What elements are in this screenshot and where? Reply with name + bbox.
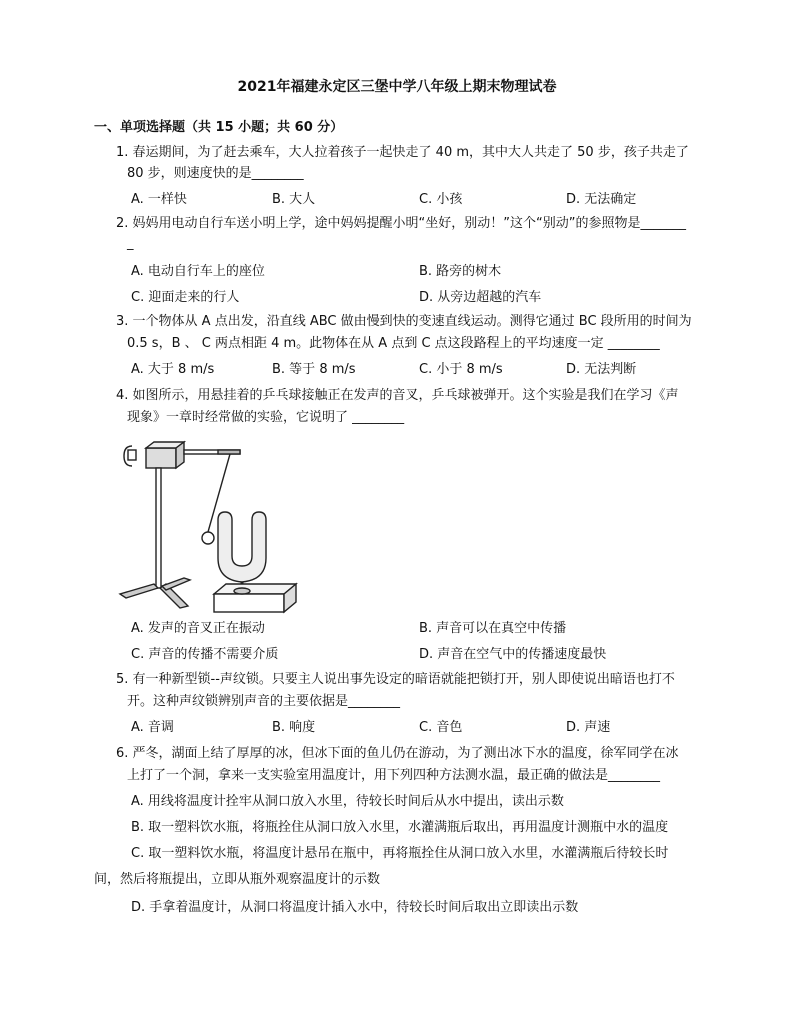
question-6-line-1: 6. 严冬，湖面上结了厚厚的冰，但冰下面的鱼儿仍在游动，为了测出冰下水的温度，徐军同学在冰: [116, 746, 679, 761]
question-1-option-c: C. 小孩: [419, 192, 463, 207]
question-6-option-b: B. 取一塑料饮水瓶，将瓶拴住从洞口放入水里，水灌满瓶后取出，再用温度计测瓶中水的温度: [131, 820, 669, 835]
question-6-option-c: C. 取一塑料饮水瓶，将温度计悬吊在瓶中，再将瓶拴住从洞口放入水里，水灌满瓶后待较长时: [131, 846, 669, 861]
question-5-line-1: 5. 有一种新型锁--声纹锁。只要主人说出事先设定的暗语就能把锁打开，别人即使说出暗语也打不: [116, 672, 675, 687]
question-3-line-2: 0.5 s，B 、 C 两点相距 4 m。此物体在从 A 点到 C 点这段路程上的平均速度一定 ________: [127, 336, 660, 351]
question-2-option-d: D. 从旁边超越的汽车: [419, 290, 542, 305]
question-1-option-a: A. 一样快: [131, 192, 187, 207]
question-3-option-c: C. 小于 8 m/s: [419, 362, 503, 377]
question-4-option-a: A. 发声的音叉正在振动: [131, 621, 265, 636]
question-2-option-a: A. 电动自行车上的座位: [131, 264, 265, 279]
question-3-line-1: 3. 一个物体从 A 点出发，沿直线 ABC 做由慢到快的变速直线运动。测得它通过 BC 段所用的时间为: [116, 314, 692, 329]
question-4-option-d: D. 声音在空气中的传播速度最快: [419, 647, 607, 662]
tuning-fork-figure: [118, 428, 398, 618]
paper-title: 2021年福建永定区三堡中学八年级上期末物理试卷: [237, 79, 557, 95]
question-5-option-b: B. 响度: [272, 720, 316, 735]
question-3-option-b: B. 等于 8 m/s: [272, 362, 356, 377]
question-1-option-b: B. 大人: [272, 192, 316, 207]
question-5-line-2: 开。这种声纹锁辨别声音的主要依据是________: [127, 694, 401, 709]
question-6-option-d: D. 手拿着温度计，从洞口将温度计插入水中，待较长时间后取出立即读出示数: [131, 900, 579, 915]
question-1-line-2: 80 步，则速度快的是________: [127, 166, 304, 181]
question-6-option-c-continued: 间，然后将瓶提出，立即从瓶外观察温度计的示数: [94, 872, 381, 887]
question-2-line-2: _: [127, 236, 134, 251]
question-4-option-c: C. 声音的传播不需要介质: [131, 647, 279, 662]
question-1-line-1: 1. 春运期间，为了赶去乘车，大人拉着孩子一起快走了 40 m，其中大人共走了 50 步，孩子共走了: [116, 145, 689, 160]
question-3-option-d: D. 无法判断: [566, 362, 637, 377]
question-5-option-d: D. 声速: [566, 720, 611, 735]
question-5-option-c: C. 音色: [419, 720, 463, 735]
question-4-line-2: 现象》一章时经常做的实验，它说明了 ________: [127, 410, 405, 425]
question-1-option-d: D. 无法确定: [566, 192, 637, 207]
question-6-option-a: A. 用线将温度计拴牢从洞口放入水里，待较长时间后从水中提出，读出示数: [131, 794, 564, 809]
question-2-option-b: B. 路旁的树木: [419, 264, 502, 279]
question-6-line-2: 上打了一个洞，拿来一支实验室用温度计，用下列四种方法测水温，最正确的做法是________: [127, 768, 661, 783]
question-3-option-a: A. 大于 8 m/s: [131, 362, 215, 377]
question-2-option-c: C. 迎面走来的行人: [131, 290, 240, 305]
question-4-option-b: B. 声音可以在真空中传播: [419, 621, 567, 636]
question-4-line-1: 4. 如图所示，用悬挂着的乒乓球接触正在发声的音叉，乒乓球被弹开。这个实验是我们在学习《声: [116, 388, 679, 403]
question-2-line-1: 2. 妈妈用电动自行车送小明上学，途中妈妈提醒小明“坐好，别动！”这个“别动”的参照物是_______: [116, 216, 686, 231]
section-heading: 一、单项选择题（共 15 小题；共 60 分）: [94, 120, 344, 135]
question-5-option-a: A. 音调: [131, 720, 174, 735]
